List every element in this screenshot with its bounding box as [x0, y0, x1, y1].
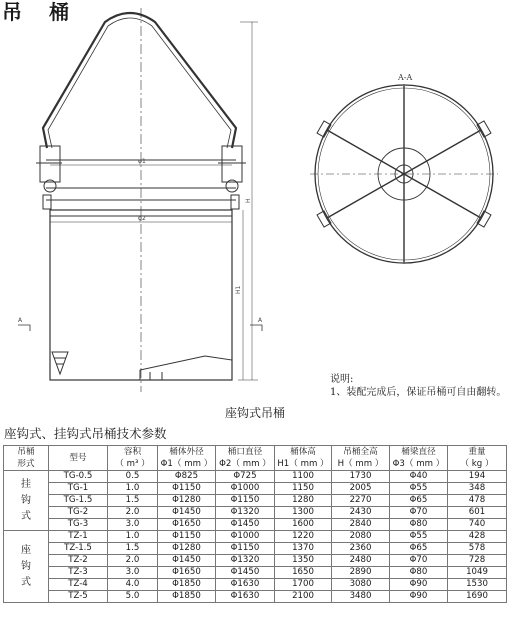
table-cell: 1300 [275, 507, 332, 519]
table-cell: Φ1850 [158, 579, 216, 591]
table-cell: Φ65 [390, 495, 448, 507]
left-shackle [40, 146, 60, 182]
table-cell: 3480 [332, 591, 390, 603]
table-cell: Φ40 [390, 471, 448, 483]
table-cell: Φ70 [390, 555, 448, 567]
right-shackle [222, 146, 242, 182]
label-d1: φ1 [138, 158, 146, 165]
label-a-left: A [18, 317, 23, 324]
table-row [4, 507, 507, 519]
table-cell: Φ55 [390, 483, 448, 495]
table-cell: 740 [448, 519, 507, 531]
table-cell: Φ90 [390, 591, 448, 603]
table-cell: 2100 [275, 591, 332, 603]
table-cell: 2890 [332, 567, 390, 579]
table-cell: TZ-1.5 [49, 543, 108, 555]
group-label: 座钩式 [4, 531, 49, 603]
table-cell: TG-0.5 [49, 471, 108, 483]
table-cell: Φ1850 [158, 591, 216, 603]
table-cell: Φ1450 [216, 519, 275, 531]
table-body [4, 471, 507, 603]
table-cell: 1220 [275, 531, 332, 543]
table-cell: Φ825 [158, 471, 216, 483]
table-cell: 2430 [332, 507, 390, 519]
table-cell: 5.0 [108, 591, 158, 603]
header-cell: 吊桶 形式 [4, 446, 49, 471]
table-cell: Φ80 [390, 519, 448, 531]
header-cell: 容积 （ m³ ） [108, 446, 158, 471]
table-cell: TZ-1 [49, 531, 108, 543]
table-cell: 2.0 [108, 555, 158, 567]
table-row [4, 531, 507, 543]
notes [330, 373, 506, 399]
table-cell: Φ1320 [216, 555, 275, 567]
table-cell: 3080 [332, 579, 390, 591]
table-cell: Φ70 [390, 507, 448, 519]
table-cell: TZ-3 [49, 567, 108, 579]
header-cell: 桶梁直径 Φ3（ mm ） [390, 446, 448, 471]
table-row [4, 471, 507, 483]
table-cell: Φ1320 [216, 507, 275, 519]
table-cell: Φ1280 [158, 495, 216, 507]
table-cell: 0.5 [108, 471, 158, 483]
table-row [4, 567, 507, 579]
header-cell: 型号 [49, 446, 108, 471]
drawing-caption: 座钩式吊桶 [224, 406, 285, 420]
table-cell: 1350 [275, 555, 332, 567]
table-cell: 2840 [332, 519, 390, 531]
group-label: 挂钩式 [4, 471, 49, 531]
table-cell: 3.0 [108, 519, 158, 531]
table-cell: Φ1650 [158, 567, 216, 579]
table-cell: TG-2 [49, 507, 108, 519]
note-item-1: 1、装配完成后，保证吊桶可自由翻转。 [330, 387, 507, 398]
table-cell: Φ90 [390, 579, 448, 591]
table-cell: Φ1630 [216, 591, 275, 603]
table-row [4, 495, 507, 507]
label-h: H [245, 198, 252, 203]
table-row [4, 555, 507, 567]
table-cell: Φ1150 [158, 483, 216, 495]
table-cell: Φ1280 [158, 543, 216, 555]
table-cell: TG-3 [49, 519, 108, 531]
table-cell: Φ80 [390, 567, 448, 579]
table-cell: 2360 [332, 543, 390, 555]
header-cell: 桶体外径 Φ1（ mm ） [158, 446, 216, 471]
table-row [4, 591, 507, 603]
table-cell: Φ65 [390, 543, 448, 555]
label-h1: H1 [235, 285, 242, 294]
table-cell: 1530 [448, 579, 507, 591]
table-cell: Φ1150 [216, 543, 275, 555]
table-cell: Φ1000 [216, 483, 275, 495]
side-view [18, 8, 262, 392]
note-heading: 说明: [330, 374, 354, 385]
table-cell: 1730 [332, 471, 390, 483]
bail-handle [43, 13, 236, 148]
table-cell: Φ1000 [216, 531, 275, 543]
header-cell: 桶口直径 Φ2（ mm ） [216, 446, 275, 471]
table-cell: 2480 [332, 555, 390, 567]
table-cell: 1100 [275, 471, 332, 483]
table-cell: 1690 [448, 591, 507, 603]
table-header-row [4, 446, 507, 471]
table-row [4, 519, 507, 531]
table-cell: 2.0 [108, 507, 158, 519]
label-a-right: A [258, 317, 263, 324]
table-cell: Φ1150 [216, 495, 275, 507]
label-d2: φ2 [138, 215, 146, 222]
table-cell: 478 [448, 495, 507, 507]
table-cell: 3.0 [108, 567, 158, 579]
table-cell: TZ-4 [49, 579, 108, 591]
table-cell: TG-1.5 [49, 495, 108, 507]
table-cell: 728 [448, 555, 507, 567]
section-title: 座钩式、挂钩式吊桶技术参数 [4, 426, 167, 441]
table-cell: Φ1650 [158, 519, 216, 531]
table-cell: 1.0 [108, 531, 158, 543]
table-cell: 1700 [275, 579, 332, 591]
table-cell: 1.5 [108, 495, 158, 507]
table-cell: Φ1630 [216, 579, 275, 591]
table-cell: TZ-5 [49, 591, 108, 603]
table-cell: 2005 [332, 483, 390, 495]
table-cell: 578 [448, 543, 507, 555]
page-title: 吊 桶 [2, 0, 79, 24]
table-cell: 1280 [275, 495, 332, 507]
table-cell: 1.5 [108, 543, 158, 555]
table-cell: 1150 [275, 483, 332, 495]
table-cell: Φ1450 [216, 567, 275, 579]
table-cell: Φ1450 [158, 507, 216, 519]
table-cell: 2270 [332, 495, 390, 507]
table-row [4, 543, 507, 555]
section-label: A-A [398, 73, 413, 82]
bottom-cone [52, 352, 68, 374]
table-cell: 1600 [275, 519, 332, 531]
table-cell: Φ1450 [158, 555, 216, 567]
table-cell: TZ-2 [49, 555, 108, 567]
header-cell: 桶体高 H1（ mm ） [275, 446, 332, 471]
table-cell: 1650 [275, 567, 332, 579]
table-cell: Φ725 [216, 471, 275, 483]
header-cell: 吊桶全高 H（ mm ） [332, 446, 390, 471]
table-cell: 428 [448, 531, 507, 543]
section-view [310, 73, 498, 264]
table-row [4, 483, 507, 495]
table-cell: TG-1 [49, 483, 108, 495]
table-cell: 194 [448, 471, 507, 483]
table-cell: 1049 [448, 567, 507, 579]
spec-table [3, 445, 507, 603]
table-cell: 348 [448, 483, 507, 495]
table-cell: Φ55 [390, 531, 448, 543]
table-cell: 1.0 [108, 483, 158, 495]
table-row [4, 579, 507, 591]
table-cell: 1370 [275, 543, 332, 555]
table-cell: 601 [448, 507, 507, 519]
table-cell: 4.0 [108, 579, 158, 591]
table-cell: Φ1150 [158, 531, 216, 543]
table-cell: 2080 [332, 531, 390, 543]
header-cell: 重量 （ kg ） [448, 446, 507, 471]
